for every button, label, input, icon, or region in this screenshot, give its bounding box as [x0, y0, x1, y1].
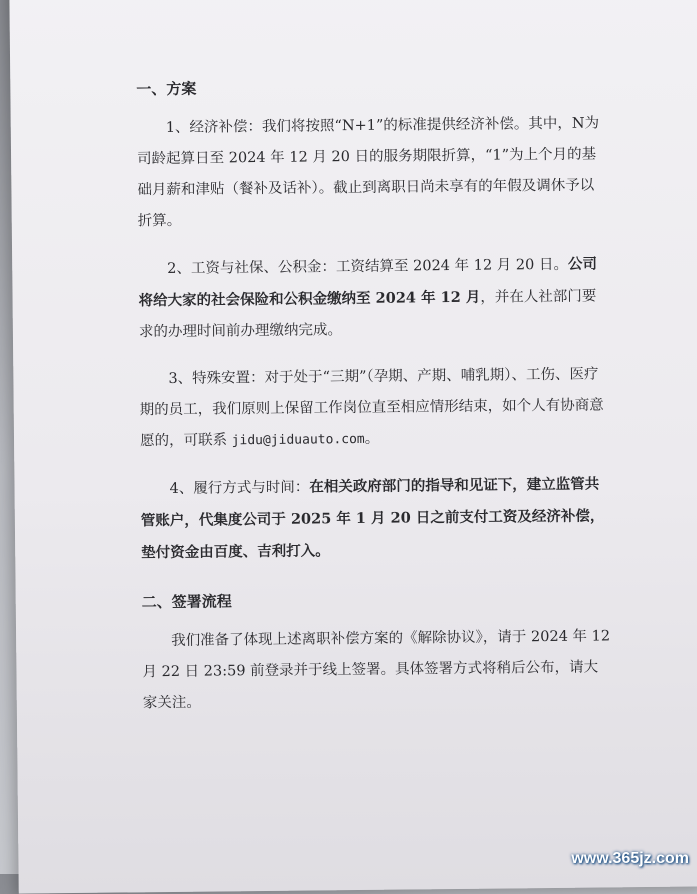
site-watermark: www.365jz.com	[571, 850, 689, 867]
item3-paragraph	[139, 359, 610, 457]
document-body	[136, 67, 613, 719]
contact-email: jidu@jiduauto.com	[231, 431, 365, 449]
item2-label: 2、工资与社保、公积金：	[167, 259, 337, 277]
item2-text-after: ，并在人社部门要求的办理时间前办理缴纳完成。	[138, 288, 597, 341]
section2-paragraph: 我们准备了体现上述离职补偿方案的《解除协议》，请于 2024 年 12 月 22 日 23:59 前登录并于线上签署。具体签署方式将稍后公布，请大家关注。	[142, 628, 611, 712]
item3-text-after: 。	[364, 430, 380, 447]
item3-text: 对于处于“三期”（孕期、产期、哺乳期）、工伤、医疗期的员工，我们原则上保留工作岗位直至相应情形结束，如个人有协商意愿的，可联系	[139, 366, 604, 450]
section2-heading: 二、签署流程	[141, 592, 232, 612]
item1-text: 我们将按照“N+1”的标准提供经济补偿。其中，N为司龄起算日至 2024 年 12 月 20 日的服务期限折算，“1”为上个月的基础月薪和津贴（餐补及话补）。截止到离职日尚未享有的年假及调休予以折算。	[137, 115, 600, 230]
item4-bold-text: 在相关政府部门的指导和见证下，建立监管共管账户，代集度公司于 2025 年 1 月 20 日之前支付工资及经济补偿，垫付资金由百度、吉利打入。	[140, 475, 605, 562]
item2-paragraph	[138, 248, 609, 348]
item4-paragraph	[140, 468, 611, 569]
paper-sheet	[9, 0, 697, 894]
item1-paragraph	[137, 108, 608, 237]
item4-label: 4、履行方式与时间：	[169, 479, 310, 497]
section1-heading: 一、方案	[136, 79, 197, 99]
item3-label: 3、特殊安置：	[168, 369, 265, 387]
item1-label: 1、经济补偿：	[165, 118, 263, 136]
item2-text: 工资结算至 2024 年 12 月 20 日。	[335, 256, 569, 276]
item2-bold-text: 公司将给大家的社会保险和公积金缴纳至 2024 年 12 月	[138, 255, 598, 310]
